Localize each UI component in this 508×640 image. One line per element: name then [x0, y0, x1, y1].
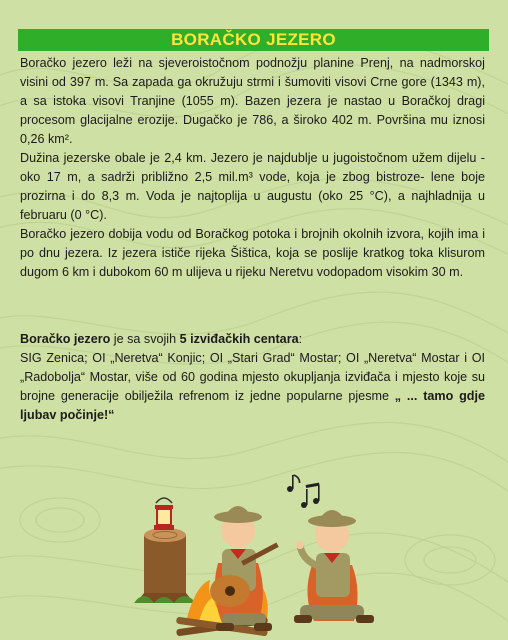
title-bar — [18, 29, 489, 51]
song-quote: „ ... tamo gdje ljubav počinje!“ — [20, 389, 485, 422]
scout-girl-listening — [294, 510, 374, 623]
intro-text — [20, 54, 485, 282]
music-notes-icon — [287, 475, 320, 508]
paragraph-1: Boračko jezero leži na sjeveroistočnom podnožju planine Prenj, na nadmorskoj visini od 397 m. Sa zapada ga okružuju strmi i šumoviti visovi Crne gore (1343 m), a sa istoka visovi Tranjine (1055 m). Bazen jezera je nastao u Boračkoj dragi procesom glacijalne erozije. Dugačko je 786, a široko 402 m. Površina mu iznosi 0,26 km². — [20, 56, 485, 146]
paragraph-2: Dužina jezerske obale je 2,4 km. Jezero je najdublje u jugoistočnom užem dijelu - oko 17 m, a sadrži približno 2,5 mil.m³ vode, koja je zbog bistroze- lene boje prozirna i do 8,3 m. Voda je najtoplija u augustu (oko 25 °C), a najhladnija u februaru (0 °C). — [20, 151, 485, 222]
scouts-centers: SIG Zenica; OI „Neretva“ Konjic; OI „Stari Grad“ Mostar; OI „Neretva“ Mostar i OI „Radobolja“ Mostar, više od 60 godina mjesto okupljanja izviđača i mjesto koje su brojne generacije obilježila refrenom iz jedne popularne pjesme — [20, 351, 485, 403]
paragraph-3: Boračko jezero dobija vodu od Boračkog potoka i brojnih okolnih izvora, kojih ima i po dnu jezera. Iz jezera ističe rijeka Šištica, koja se poslije kratkog toka klisurom dugom 6 km i dubokom 60 m ulijeva u rijeku Neretvu vodopadom visokim 30 m. — [20, 227, 485, 279]
scouts-lead-end: : — [298, 332, 303, 346]
scouts-lead — [20, 330, 485, 349]
scouts-body — [20, 349, 485, 425]
page-title: BORAČKO JEZERO — [171, 30, 336, 49]
scouts-text — [20, 330, 485, 425]
lantern-icon — [154, 498, 174, 530]
scouts-lead-bold-1: Boračko jezero — [20, 332, 111, 346]
scouts-lead-mid: je sa svojih — [110, 332, 180, 346]
scout-girl-guitar — [210, 506, 279, 631]
scouts-lead-bold-2: 5 izviđačkih centara — [179, 332, 299, 346]
tree-stump — [134, 528, 196, 603]
scouts-campfire-illustration — [130, 465, 380, 640]
